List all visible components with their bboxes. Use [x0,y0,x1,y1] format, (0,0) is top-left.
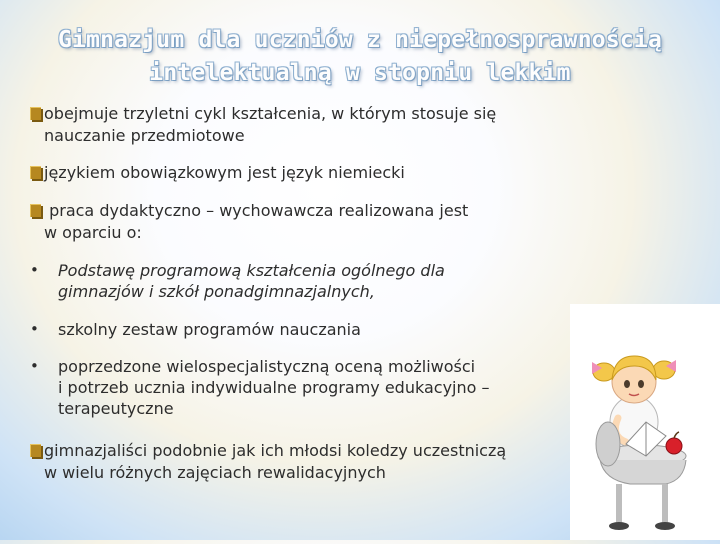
checkbox-bullet-icon [30,107,41,120]
sub-item-text-line2: i potrzeb ucznia indywidualne programy edukacyjno – [58,378,490,397]
item-text: obejmuje trzyletni cykl kształcenia, w którym stosuje się [44,104,497,123]
item-text-line2: w oparciu o: [44,223,142,242]
sub-item-text-line2: gimnazjów i szkół ponadgimnazjalnych, [58,282,375,301]
bullet-icon: • [30,261,39,279]
checkbox-bullet-icon [30,444,41,457]
sub-item-text: poprzedzone wielospecjalistyczną oceną możliwości [58,357,476,376]
item-text: praca dydaktyczno – wychowawcza realizowana jest [44,201,469,220]
list-item-didactic-work [30,200,468,244]
sub-item-text: Podstawę programową kształcenia ogólnego dla [58,261,445,280]
item-text-line2: nauczanie przedmiotowe [44,126,245,145]
bullet-icon: • [30,357,39,375]
title-line-1: Gimnazjum dla uczniów z niepełnosprawnością [57,27,663,53]
sub-item-text-line3: terapeutyczne [58,399,174,418]
sub-item-individual-programs [30,356,490,419]
item-text: językiem obowiązkowym jest język niemiecki [44,163,405,182]
list-item-cycle [30,103,496,147]
checkbox-bullet-icon [30,204,41,217]
item-text-line2: w wielu różnych zajęciach rewalidacyjnych [44,463,386,482]
list-item-revalidation [30,440,506,484]
sub-item-core-curriculum [30,260,445,302]
sub-item-program-set [30,319,361,340]
bullet-icon: • [30,320,39,338]
checkbox-bullet-icon [30,166,41,179]
sub-item-text: szkolny zestaw programów nauczania [58,320,361,339]
girl-reading-clipart [570,304,720,540]
list-item-language [30,162,405,184]
item-text: gimnazjaliści podobnie jak ich młodsi koledzy uczestniczą [44,441,507,460]
title-line-2: intelektualną w stopniu lekkim [149,60,571,86]
girl-reading-icon [570,304,720,540]
slide-title [0,24,720,90]
